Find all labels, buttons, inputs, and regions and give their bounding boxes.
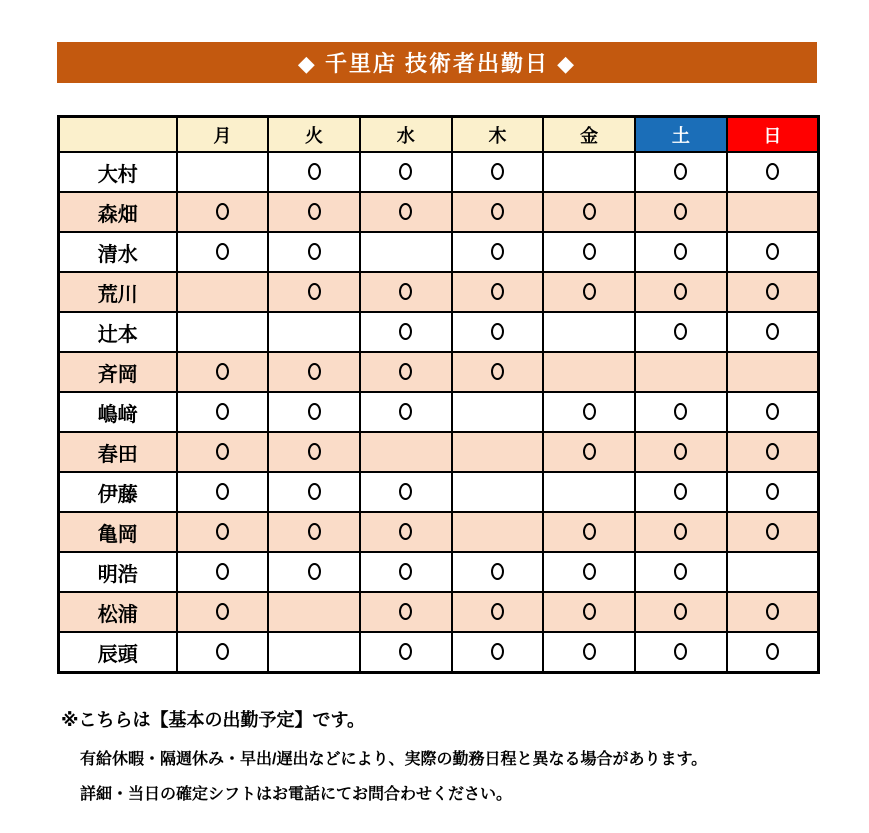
attendance-mark [491,163,504,180]
attendance-cell-thu [452,152,544,192]
attendance-cell-tue [268,272,360,312]
staff-name: 辰頭 [59,632,177,673]
attendance-mark [216,403,229,420]
attendance-cell-tue [268,512,360,552]
attendance-cell-sat [635,552,727,592]
staff-row [59,432,819,472]
attendance-cell-thu [452,312,544,352]
attendance-mark [308,563,321,580]
attendance-cell-sat [635,152,727,192]
attendance-cell-mon [177,632,269,673]
attendance-mark [216,643,229,660]
attendance-mark [308,243,321,260]
attendance-mark [766,603,779,620]
attendance-cell-sat [635,512,727,552]
attendance-mark [399,523,412,540]
staff-name: 森畑 [59,192,177,232]
header-day-thu: 木 [452,117,544,153]
attendance-cell-wed [360,552,452,592]
attendance-cell-sun [727,512,819,552]
attendance-mark [583,243,596,260]
attendance-mark [674,603,687,620]
attendance-cell-sat [635,312,727,352]
attendance-mark [674,443,687,460]
attendance-mark [216,483,229,500]
staff-row [59,632,819,673]
attendance-cell-tue [268,152,360,192]
attendance-cell-thu [452,632,544,673]
attendance-cell-tue [268,312,360,352]
attendance-cell-wed [360,152,452,192]
staff-name: 嶋﨑 [59,392,177,432]
attendance-cell-tue [268,232,360,272]
attendance-cell-sat [635,232,727,272]
attendance-mark [583,403,596,420]
attendance-cell-fri [543,512,635,552]
attendance-mark [216,203,229,220]
attendance-cell-sun [727,592,819,632]
attendance-mark [766,483,779,500]
staff-name: 伊藤 [59,472,177,512]
staff-row [59,352,819,392]
staff-name: 明浩 [59,552,177,592]
attendance-mark [674,243,687,260]
header-day-mon: 月 [177,117,269,153]
staff-row [59,472,819,512]
attendance-mark [399,283,412,300]
attendance-cell-thu [452,352,544,392]
header-day-sun: 日 [727,117,819,153]
staff-row [59,192,819,232]
attendance-mark [674,403,687,420]
attendance-mark [216,523,229,540]
attendance-cell-mon [177,232,269,272]
attendance-mark [399,163,412,180]
attendance-mark [308,163,321,180]
attendance-cell-sat [635,192,727,232]
attendance-mark [308,523,321,540]
attendance-cell-mon [177,552,269,592]
attendance-cell-thu [452,232,544,272]
staff-name: 春田 [59,432,177,472]
attendance-mark [216,603,229,620]
attendance-mark [766,643,779,660]
attendance-cell-sun [727,272,819,312]
attendance-cell-tue [268,392,360,432]
attendance-cell-tue [268,432,360,472]
attendance-cell-mon [177,432,269,472]
attendance-cell-wed [360,472,452,512]
footer-note-main: ※こちらは【基本の出勤予定】です。 [61,710,366,730]
schedule-table [57,115,820,674]
staff-row [59,312,819,352]
attendance-cell-tue [268,592,360,632]
attendance-mark [308,363,321,380]
attendance-mark [766,403,779,420]
attendance-cell-fri [543,272,635,312]
attendance-mark [399,643,412,660]
attendance-cell-thu [452,472,544,512]
attendance-cell-wed [360,192,452,232]
staff-name: 大村 [59,152,177,192]
attendance-cell-mon [177,272,269,312]
attendance-cell-tue [268,192,360,232]
attendance-cell-mon [177,472,269,512]
attendance-mark [308,483,321,500]
schedule-table-body [59,152,819,673]
attendance-cell-thu [452,432,544,472]
attendance-mark [766,163,779,180]
attendance-mark [766,323,779,340]
attendance-cell-fri [543,232,635,272]
attendance-cell-fri [543,392,635,432]
attendance-cell-mon [177,192,269,232]
attendance-cell-tue [268,472,360,512]
header-name-cell [59,117,177,153]
attendance-mark [766,443,779,460]
attendance-cell-wed [360,312,452,352]
attendance-mark [399,323,412,340]
attendance-mark [583,563,596,580]
staff-row [59,232,819,272]
staff-name: 松浦 [59,592,177,632]
attendance-mark [216,443,229,460]
attendance-mark [399,203,412,220]
header-day-tue: 火 [268,117,360,153]
staff-row [59,512,819,552]
attendance-mark [491,283,504,300]
attendance-cell-wed [360,392,452,432]
attendance-mark [491,643,504,660]
attendance-cell-wed [360,352,452,392]
staff-name: 亀岡 [59,512,177,552]
attendance-cell-sun [727,432,819,472]
attendance-cell-sun [727,552,819,592]
attendance-mark [766,243,779,260]
attendance-cell-mon [177,312,269,352]
attendance-cell-sat [635,632,727,673]
attendance-mark [583,523,596,540]
attendance-mark [583,203,596,220]
staff-row [59,152,819,192]
attendance-mark [491,363,504,380]
attendance-mark [674,483,687,500]
attendance-cell-fri [543,432,635,472]
header-day-sat: 土 [635,117,727,153]
attendance-mark [583,283,596,300]
attendance-cell-wed [360,512,452,552]
header-row [59,117,819,153]
attendance-mark [583,443,596,460]
attendance-cell-fri [543,552,635,592]
staff-row [59,552,819,592]
attendance-mark [674,643,687,660]
attendance-cell-sat [635,592,727,632]
staff-name: 辻本 [59,312,177,352]
attendance-cell-thu [452,512,544,552]
attendance-cell-mon [177,592,269,632]
attendance-mark [308,443,321,460]
attendance-mark [674,283,687,300]
title-banner [57,42,817,83]
attendance-cell-thu [452,552,544,592]
attendance-cell-fri [543,192,635,232]
attendance-mark [674,523,687,540]
attendance-cell-wed [360,232,452,272]
attendance-cell-wed [360,272,452,312]
attendance-cell-mon [177,392,269,432]
attendance-cell-sat [635,432,727,472]
attendance-cell-thu [452,272,544,312]
attendance-mark [674,203,687,220]
attendance-cell-tue [268,632,360,673]
attendance-mark [491,323,504,340]
header-day-wed: 水 [360,117,452,153]
attendance-mark [674,323,687,340]
attendance-mark [674,163,687,180]
attendance-mark [399,563,412,580]
attendance-cell-sun [727,232,819,272]
attendance-mark [399,363,412,380]
attendance-cell-fri [543,632,635,673]
attendance-mark [491,203,504,220]
schedule-table-header [59,117,819,153]
attendance-cell-thu [452,192,544,232]
attendance-mark [216,243,229,260]
page-title: ◆ 千里店 技術者出勤日 ◆ [297,51,577,76]
attendance-cell-tue [268,352,360,392]
attendance-mark [399,603,412,620]
attendance-mark [766,523,779,540]
attendance-cell-mon [177,152,269,192]
attendance-mark [491,563,504,580]
attendance-mark [766,283,779,300]
attendance-cell-wed [360,592,452,632]
attendance-mark [674,563,687,580]
attendance-mark [583,603,596,620]
attendance-cell-wed [360,632,452,673]
header-day-fri: 金 [543,117,635,153]
attendance-cell-sat [635,272,727,312]
attendance-cell-tue [268,552,360,592]
attendance-cell-sun [727,352,819,392]
attendance-mark [399,483,412,500]
footer-note-detail-1: 有給休暇・隔週休み・早出/遅出などにより、実際の勤務日程と異なる場合があります。 [80,751,708,768]
attendance-cell-sun [727,632,819,673]
attendance-cell-wed [360,432,452,472]
staff-row [59,272,819,312]
footer-note-detail-2: 詳細・当日の確定シフトはお電話にてお問合わせください。 [80,786,513,803]
attendance-cell-mon [177,352,269,392]
attendance-mark [491,243,504,260]
staff-row [59,592,819,632]
attendance-cell-sat [635,392,727,432]
attendance-cell-sun [727,152,819,192]
attendance-cell-fri [543,312,635,352]
attendance-cell-sat [635,352,727,392]
attendance-cell-fri [543,152,635,192]
attendance-mark [399,403,412,420]
attendance-cell-mon [177,512,269,552]
attendance-cell-thu [452,392,544,432]
attendance-mark [308,203,321,220]
staff-name: 清水 [59,232,177,272]
attendance-cell-sun [727,472,819,512]
staff-name: 斉岡 [59,352,177,392]
attendance-cell-sun [727,192,819,232]
attendance-mark [216,363,229,380]
attendance-mark [491,603,504,620]
attendance-cell-thu [452,592,544,632]
attendance-cell-fri [543,472,635,512]
attendance-cell-sun [727,392,819,432]
staff-name: 荒川 [59,272,177,312]
attendance-cell-fri [543,592,635,632]
attendance-cell-fri [543,352,635,392]
attendance-cell-sat [635,472,727,512]
staff-row [59,392,819,432]
attendance-cell-sun [727,312,819,352]
attendance-mark [216,563,229,580]
attendance-mark [583,643,596,660]
attendance-mark [308,403,321,420]
attendance-mark [308,283,321,300]
